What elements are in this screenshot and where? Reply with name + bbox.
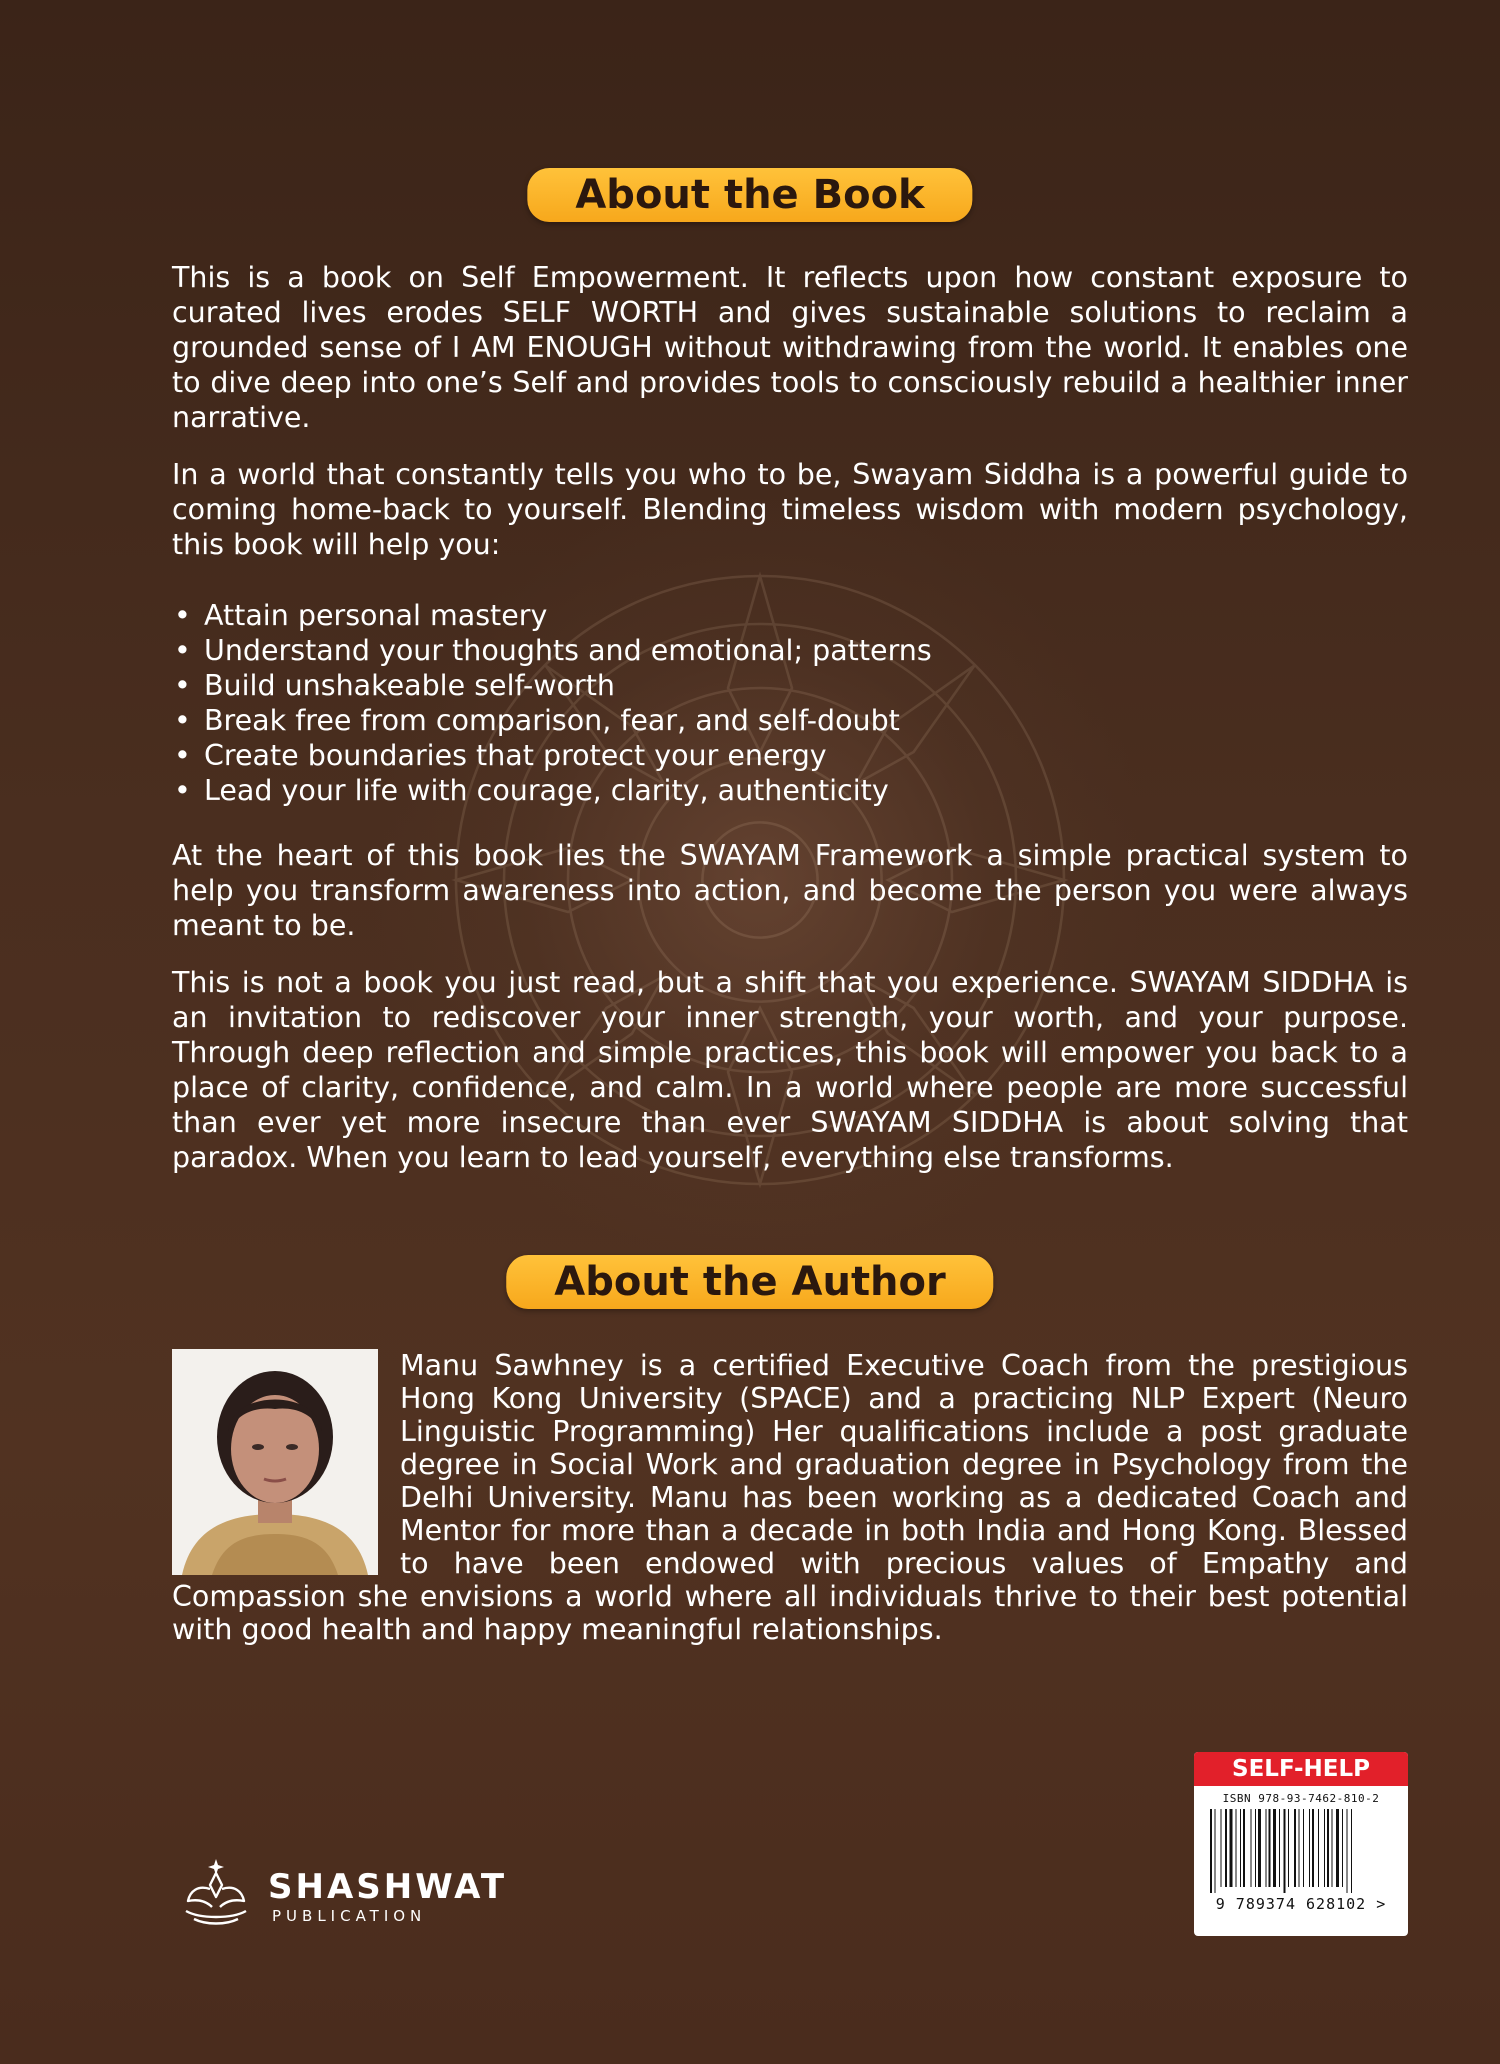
barcode-bar xyxy=(1230,1809,1233,1887)
barcode-bar xyxy=(1255,1809,1256,1887)
about-book-paragraph-1: This is a book on Self Empowerment. It reflects upon how constant exposure to curated lives erodes SELF WORTH and gives sustainable solutions to reclaim a grounded sense of I AM ENOUGH without withdrawing from the world. It enables one to dive deep into one’s Self and provides tools to consciously rebuild a healthier inner narrative. xyxy=(172,261,1408,434)
list-item xyxy=(172,668,1408,703)
isbn-number: ISBN 978-93-7462-810-2 xyxy=(1222,1792,1380,1805)
author-photo xyxy=(172,1349,378,1575)
barcode-bar xyxy=(1288,1809,1289,1887)
barcode-bar xyxy=(1351,1809,1352,1893)
bullet-icon: • xyxy=(174,739,191,772)
barcode-bar xyxy=(1336,1809,1339,1887)
about-book-paragraph-4: This is not a book you just read, but a shift that you experience. SWAYAM SIDDHA is an invitation to rediscover your inner strength, your worth, and your purpose. Through deep reflection and simple practices, this book will empower you back to a place of clarity, confidence, and calm. In a world where people are more successful than ever yet more insecure than ever SWAYAM SIDDHA is about solving that paradox. When you learn to lead yourself, everything else transforms. xyxy=(172,966,1408,1174)
barcode-bar xyxy=(1269,1809,1271,1887)
author-section xyxy=(172,1349,1408,1646)
bullet-icon: • xyxy=(174,774,191,807)
barcode-bar xyxy=(1284,1809,1286,1893)
barcode-bar xyxy=(1303,1809,1304,1887)
list-item-text: Lead your life with courage, clarity, authenticity xyxy=(204,774,889,807)
bullet-icon: • xyxy=(174,634,191,667)
barcode-bar xyxy=(1266,1809,1267,1887)
barcode-bar xyxy=(1332,1809,1333,1887)
barcode-bar xyxy=(1258,1809,1261,1887)
barcode-bar xyxy=(1312,1809,1314,1887)
barcode-bar xyxy=(1251,1809,1252,1887)
barcode-bar xyxy=(1236,1809,1237,1887)
barcode-bar xyxy=(1210,1809,1212,1893)
bullet-icon: • xyxy=(174,669,191,702)
author-portrait-icon xyxy=(172,1349,378,1575)
barcode-bar xyxy=(1225,1809,1227,1887)
isbn-barcode-box xyxy=(1194,1752,1408,1936)
list-item xyxy=(172,703,1408,738)
list-item xyxy=(172,773,1408,808)
barcode-icon xyxy=(1206,1809,1396,1893)
list-item-text: Break free from comparison, fear, and self-doubt xyxy=(204,704,900,737)
barcode-bar xyxy=(1347,1809,1348,1893)
about-author-heading: About the Author xyxy=(506,1255,993,1309)
barcode-bar xyxy=(1294,1809,1296,1887)
list-item-text: Understand your thoughts and emotional; patterns xyxy=(204,634,932,667)
barcode-bar xyxy=(1342,1809,1343,1887)
lotus-logo-icon xyxy=(176,1855,256,1935)
barcode-bar xyxy=(1273,1809,1276,1887)
list-item xyxy=(172,633,1408,668)
publisher-subtitle: PUBLICATION xyxy=(272,1907,427,1925)
barcode-bar xyxy=(1318,1809,1319,1887)
about-book-paragraph-2: In a world that constantly tells you who to be, Swayam Siddha is a powerful guide to coming home-back to yourself. Blending timeless wisdom with modern psychology, this book will help you: xyxy=(172,458,1408,561)
list-item-text: Attain personal mastery xyxy=(204,599,548,632)
list-item xyxy=(172,738,1408,773)
barcode-bar xyxy=(1240,1809,1241,1887)
benefits-list xyxy=(172,598,1408,808)
list-item xyxy=(172,598,1408,633)
genre-label: SELF-HELP xyxy=(1194,1752,1408,1786)
ean-number: 9 789374 628102 > xyxy=(1215,1895,1387,1913)
publisher-logo xyxy=(176,1855,516,1935)
publisher-name: SHASHWAT xyxy=(268,1867,508,1907)
author-bio: Manu Sawhney is a certified Executive Coach from the prestigious Hong Kong University (SPACE) and a practicing NLP Expert (Neuro Linguistic Programming) Her qualifications include a post graduate degree in Social Work and graduation degree in Psychology from the Delhi University. Manu has been working as a dedicated Coach and Mentor for more than a decade in both India and Hong Kong. Blessed to have been endowed with precious values of Empathy and Compassion she envisions a world where all individuals thrive to their best potential with good health and happy meaningful relationships. xyxy=(172,1349,1408,1646)
about-book-paragraph-3: At the heart of this book lies the SWAYAM Framework a simple practical system to help you transform awareness into action, and become the person you were always meant to be. xyxy=(172,839,1408,942)
bullet-icon: • xyxy=(174,599,191,632)
bullet-icon: • xyxy=(174,704,191,737)
list-item-text: Build unshakeable self-worth xyxy=(204,669,615,702)
barcode-bar xyxy=(1243,1809,1245,1887)
about-book-heading: About the Book xyxy=(527,168,972,222)
barcode-bar xyxy=(1309,1809,1310,1887)
barcode-bar xyxy=(1327,1809,1329,1887)
barcode-bar xyxy=(1299,1809,1300,1887)
barcode-bar xyxy=(1324,1809,1325,1887)
barcode-bar xyxy=(1279,1809,1280,1887)
barcode-bar xyxy=(1221,1809,1222,1887)
list-item-text: Create boundaries that protect your energy xyxy=(204,739,827,772)
barcode-bar xyxy=(1215,1809,1216,1893)
